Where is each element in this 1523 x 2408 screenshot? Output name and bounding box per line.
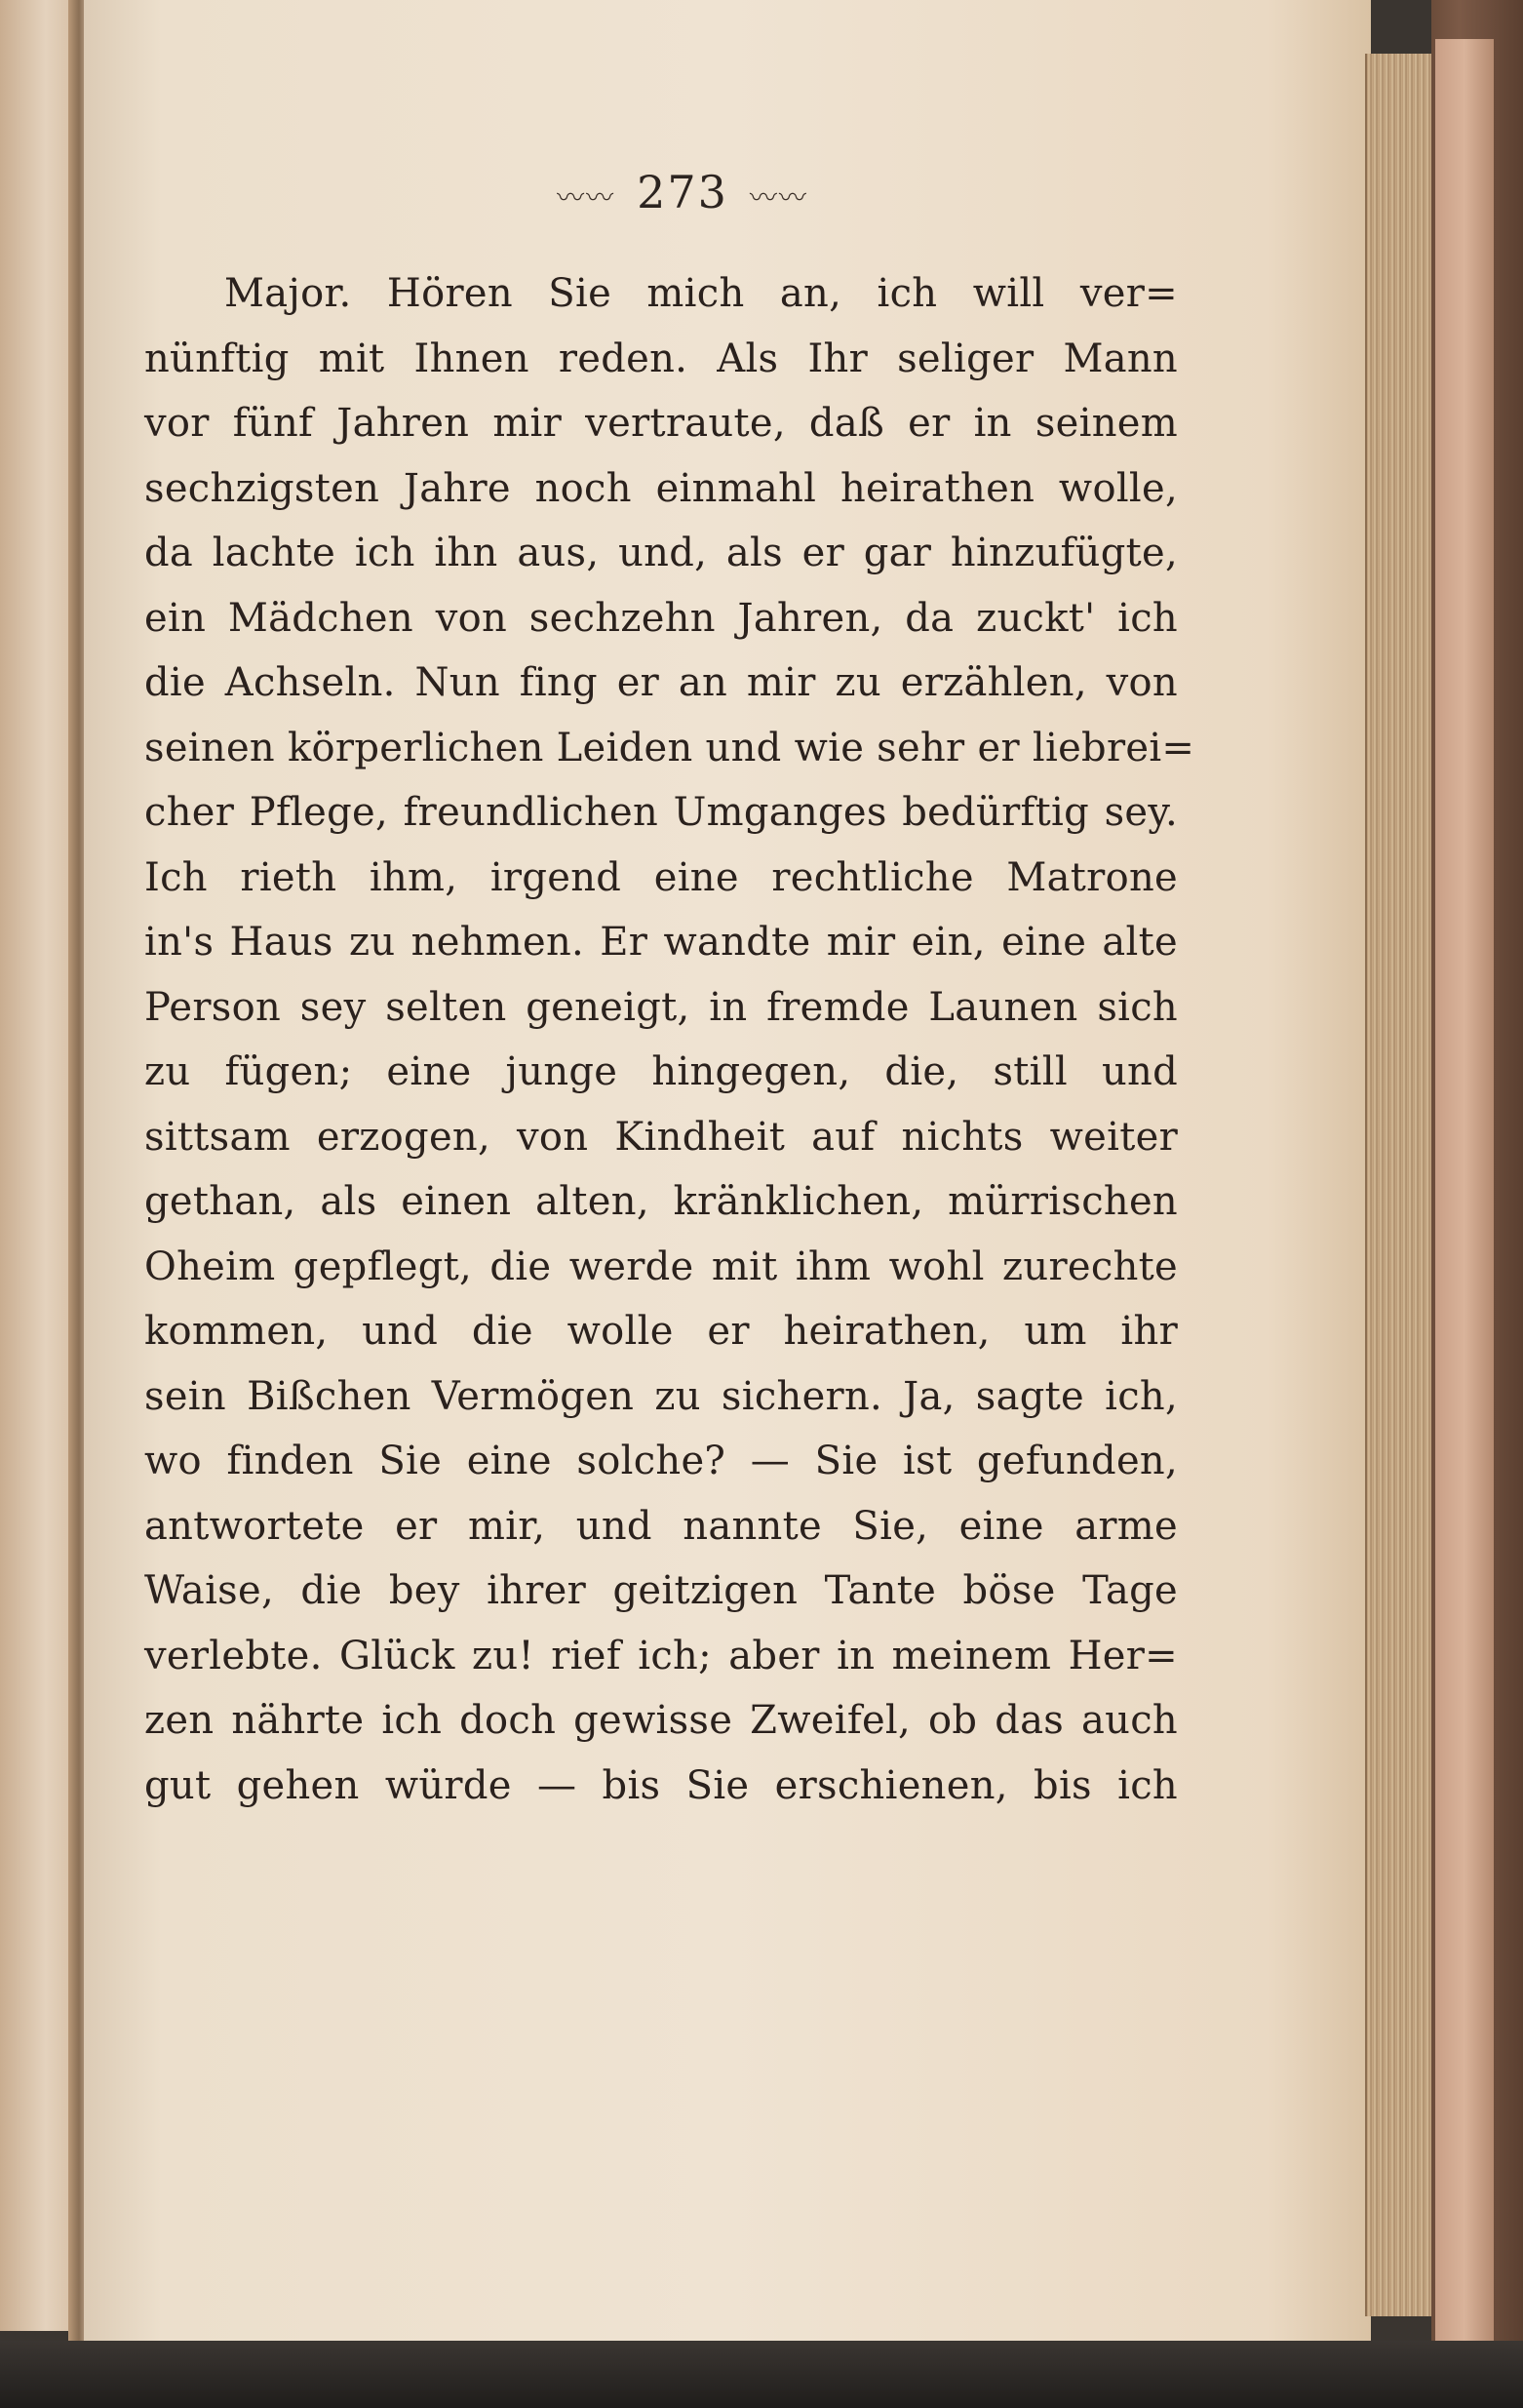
facing-page-edge: [0, 0, 76, 2331]
scan-background: [0, 2341, 1523, 2408]
text-line: zen nährte ich doch gewisse Zweifel, ob das auch: [144, 1698, 1178, 1743]
text-line: sittsam erzogen, von Kindheit auf nichts weiter: [144, 1114, 1178, 1160]
running-head: [439, 166, 926, 218]
text-line: verlebte. Glück zu! rief ich; aber in meinem Her=: [144, 1633, 1178, 1678]
text-line: sein Bißchen Vermögen zu sichern. Ja, sagte ich,: [144, 1373, 1178, 1419]
text-line: seinen körperlichen Leiden und wie sehr er liebrei=: [144, 725, 1195, 770]
cover-board: [1435, 39, 1494, 2360]
text-line: vor fünf Jahren mir vertraute, daß er in seinem: [144, 401, 1178, 446]
ornament-left-icon: 〰〰: [557, 181, 616, 214]
text-line: gethan, als einen alten, kränklichen, mürrischen: [144, 1179, 1178, 1224]
ornament-right-icon: 〰〰: [749, 181, 808, 214]
text-line: ein Mädchen von sechzehn Jahren, da zuckt' ich: [144, 595, 1178, 641]
text-line: antwortete er mir, und nannte Sie, eine arme: [144, 1503, 1178, 1549]
text-line: Ich rieth ihm, irgend eine rechtliche Matrone: [144, 854, 1178, 900]
text-line: sechzigsten Jahre noch einmahl heirathen wolle,: [144, 465, 1178, 511]
text-line: nünftig mit Ihnen reden. Als Ihr seliger Mann: [144, 336, 1178, 381]
page-number: 273: [637, 166, 728, 218]
text-line: kommen, und die wolle er heirathen, um ihr: [144, 1309, 1178, 1354]
text-line: zu fügen; eine junge hingegen, die, still und: [144, 1049, 1178, 1094]
text-line: cher Pflege, freundlichen Umganges bedürftig sey.: [144, 790, 1178, 835]
text-line: die Achseln. Nun fing er an mir zu erzählen, von: [144, 660, 1178, 705]
text-line: da lachte ich ihn aus, und, als er gar hinzufügte,: [144, 531, 1178, 575]
body-text: [144, 261, 1195, 1818]
text-line: in's Haus zu nehmen. Er wandte mir ein, eine alte: [144, 920, 1178, 965]
text-line: gut gehen würde — bis Sie erschienen, bis ich: [144, 1762, 1178, 1808]
text-line: wo finden Sie eine solche? — Sie ist gefunden,: [144, 1439, 1178, 1483]
text-line: Waise, die bey ihrer geitzigen Tante böse Tage: [144, 1568, 1178, 1613]
text-line: Oheim gepflegt, die werde mit ihm wohl zurechte: [144, 1243, 1178, 1289]
text-line: Major. Hören Sie mich an, ich will ver=: [224, 271, 1178, 316]
text-line: Person sey selten geneigt, in fremde Launen sich: [144, 984, 1178, 1030]
page-stack-edge: [1365, 54, 1433, 2316]
